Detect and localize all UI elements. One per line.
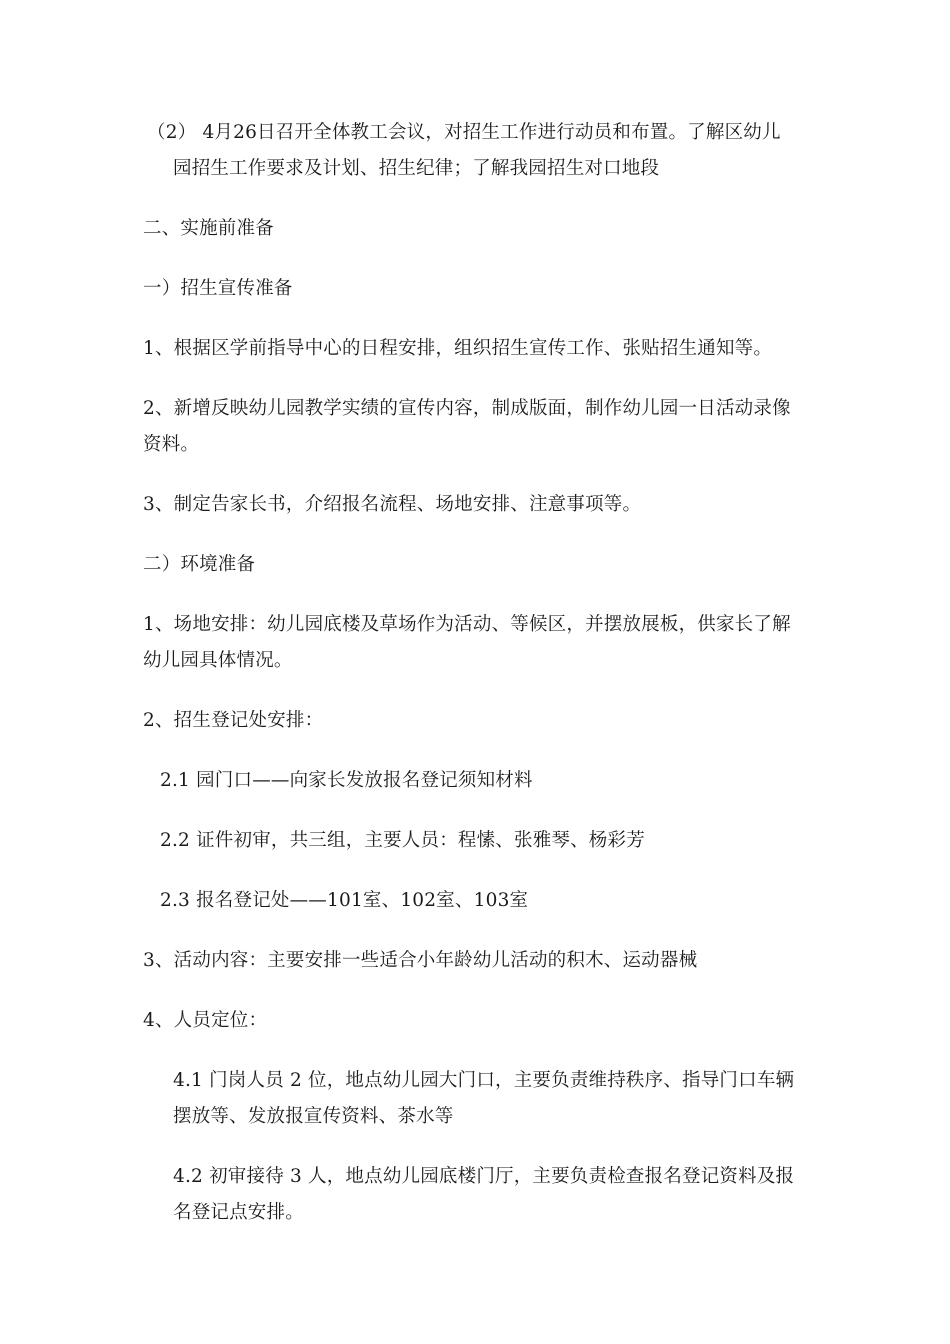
list-item: 4.1 门岗人员 2 位，地点幼儿园大门口，主要负责维持秩序、指导门口车辆 (173, 1070, 795, 1091)
paragraph-line: 4、人员定位： (143, 1010, 268, 1031)
list-item: 2.2 证件初审，共三组，主要人员：程愫、张雅琴、杨彩芳 (160, 830, 645, 851)
subsection-heading: 二）环境准备 (143, 554, 256, 575)
paragraph-line: 1、根据区学前指导中心的日程安排，组织招生宣传工作、张贴招生通知等。 (143, 338, 773, 359)
paragraph-line: （2） 4月26日召开全体教工会议，对招生工作进行动员和布置。了解区幼儿 (147, 122, 781, 143)
list-item: 4.2 初审接待 3 人，地点幼儿园底楼门厅，主要负责检查报名登记资料及报 (173, 1166, 795, 1187)
paragraph-line: 幼儿园具体情况。 (143, 650, 293, 671)
subsection-heading: 一）招生宣传准备 (143, 278, 293, 299)
paragraph-line: 2、招生登记处安排： (143, 710, 324, 731)
paragraph-line: 资料。 (143, 434, 200, 455)
list-item: 摆放等、发放报宣传资料、茶水等 (173, 1106, 454, 1127)
paragraph-line: 园招生工作要求及计划、招生纪律；了解我园招生对口地段 (173, 158, 660, 179)
paragraph-line: 3、制定告家长书，介绍报名流程、场地安排、注意事项等。 (143, 494, 642, 515)
list-item: 2.1 园门口——向家长发放报名登记须知材料 (160, 770, 533, 791)
list-item: 名登记点安排。 (173, 1202, 304, 1223)
section-heading: 二、实施前准备 (143, 218, 274, 239)
list-item: 2.3 报名登记处——101室、102室、103室 (160, 890, 529, 911)
paragraph-line: 2、新增反映幼儿园教学实绩的宣传内容，制成版面，制作幼儿园一日活动录像 (143, 398, 791, 419)
paragraph-line: 3、活动内容：主要安排一些适合小年龄幼儿活动的积木、运动器械 (143, 950, 698, 971)
paragraph-line: 1、场地安排：幼儿园底楼及草场作为活动、等候区，并摆放展板，供家长了解 (143, 614, 791, 635)
